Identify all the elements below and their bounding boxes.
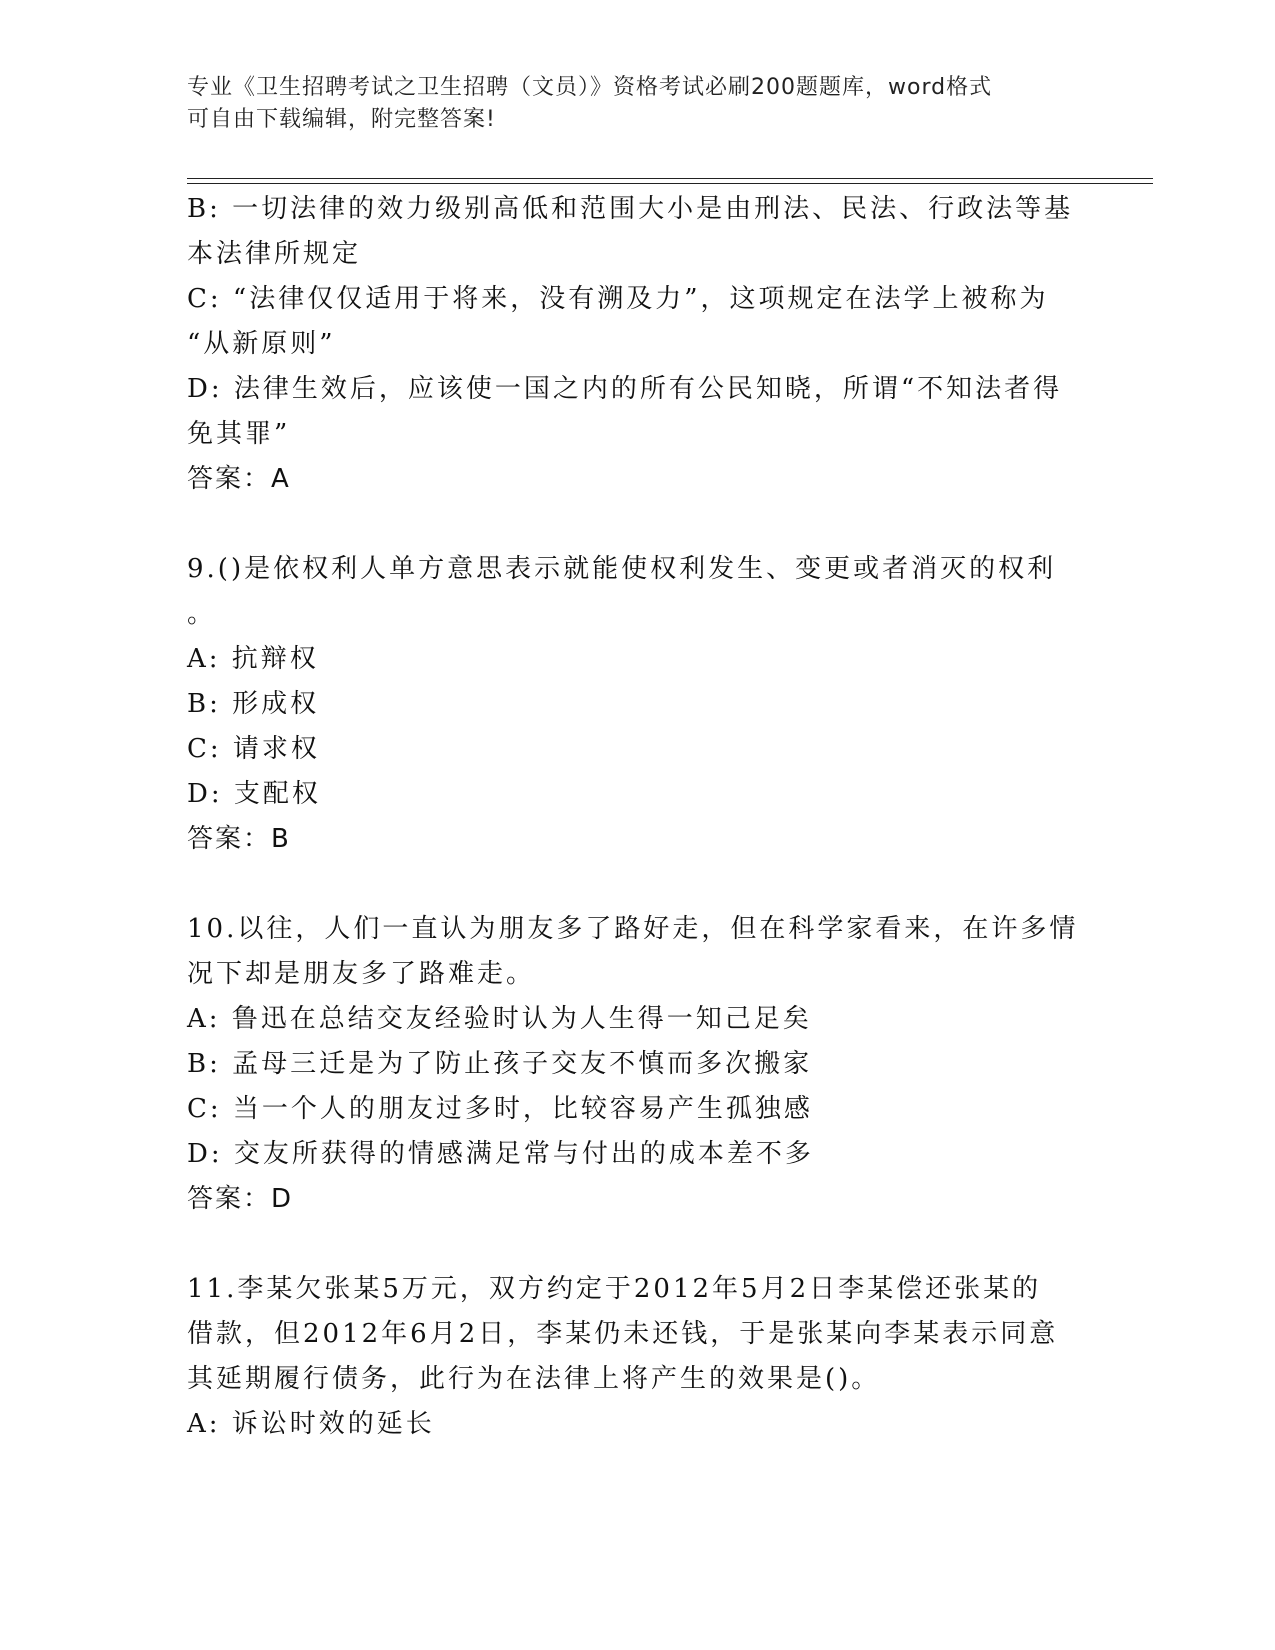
page-header	[187, 72, 1087, 136]
option-c: C: 请求权	[187, 734, 320, 764]
answer: 答案：B	[187, 824, 291, 854]
question-stem-line-3: 其延期履行债务，此行为在法律上将产生的效果是()。	[187, 1364, 881, 1394]
spacer	[187, 862, 1087, 907]
option-c-line-2: “从新原则”	[187, 329, 336, 359]
spacer	[187, 1222, 1087, 1267]
question-stem-line-2: 况下却是朋友多了路难走。	[187, 959, 536, 989]
option-b-line-2: 本法律所规定	[187, 239, 362, 269]
answer: 答案：D	[187, 1184, 294, 1214]
header-divider-top	[187, 178, 1153, 179]
option-b: B: 孟母三迁是为了防止孩子交友不慎而多次搬家	[187, 1049, 813, 1079]
option-a: A: 鲁迅在总结交友经验时认为人生得一知己足矣	[187, 1004, 812, 1034]
question-list	[187, 187, 1087, 1447]
question-11	[187, 1267, 1087, 1447]
option-a: A: 抗辩权	[187, 644, 319, 674]
question-stem-line-1: 10.以往，人们一直认为朋友多了路好走，但在科学家看来，在许多情	[187, 914, 1079, 944]
option-a: A: 诉讼时效的延长	[187, 1409, 435, 1439]
question-10	[187, 907, 1087, 1222]
option-b: B: 形成权	[187, 689, 320, 719]
option-c-line-1: C: “法律仅仅适用于将来，没有溯及力”，这项规定在法学上被称为	[187, 284, 1049, 314]
option-d: D: 支配权	[187, 779, 321, 809]
header-line-1: 专业《卫生招聘考试之卫生招聘（文员）》资格考试必刷200题题库，word格式	[187, 75, 993, 100]
question-stem-line-2: 借款，但2012年6月2日，李某仍未还钱，于是张某向李某表示同意	[187, 1319, 1059, 1349]
header-line-2: 可自由下载编辑，附完整答案!	[187, 107, 496, 132]
answer: 答案：A	[187, 464, 291, 494]
option-c: C: 当一个人的朋友过多时，比较容易产生孤独感	[187, 1094, 813, 1124]
option-d-line-2: 免其罪”	[187, 419, 291, 449]
spacer	[187, 502, 1087, 547]
question-stem-line-1: 11.李某欠张某5万元，双方约定于2012年5月2日李某偿还张某的	[187, 1274, 1042, 1304]
question-stem-line-2: 。	[187, 599, 217, 629]
question-stem-line-1: 9.()是依权利人单方意思表示就能使权利发生、变更或者消灭的权利	[187, 554, 1057, 584]
question-9	[187, 547, 1087, 862]
option-d: D: 交友所获得的情感满足常与付出的成本差不多	[187, 1139, 814, 1169]
option-d-line-1: D: 法律生效后，应该使一国之内的所有公民知晓，所谓“不知法者得	[187, 374, 1063, 404]
header-divider-bottom	[187, 183, 1153, 184]
question-8	[187, 187, 1087, 502]
option-b-line-1: B: 一切法律的效力级别高低和范围大小是由刑法、民法、行政法等基	[187, 194, 1074, 224]
